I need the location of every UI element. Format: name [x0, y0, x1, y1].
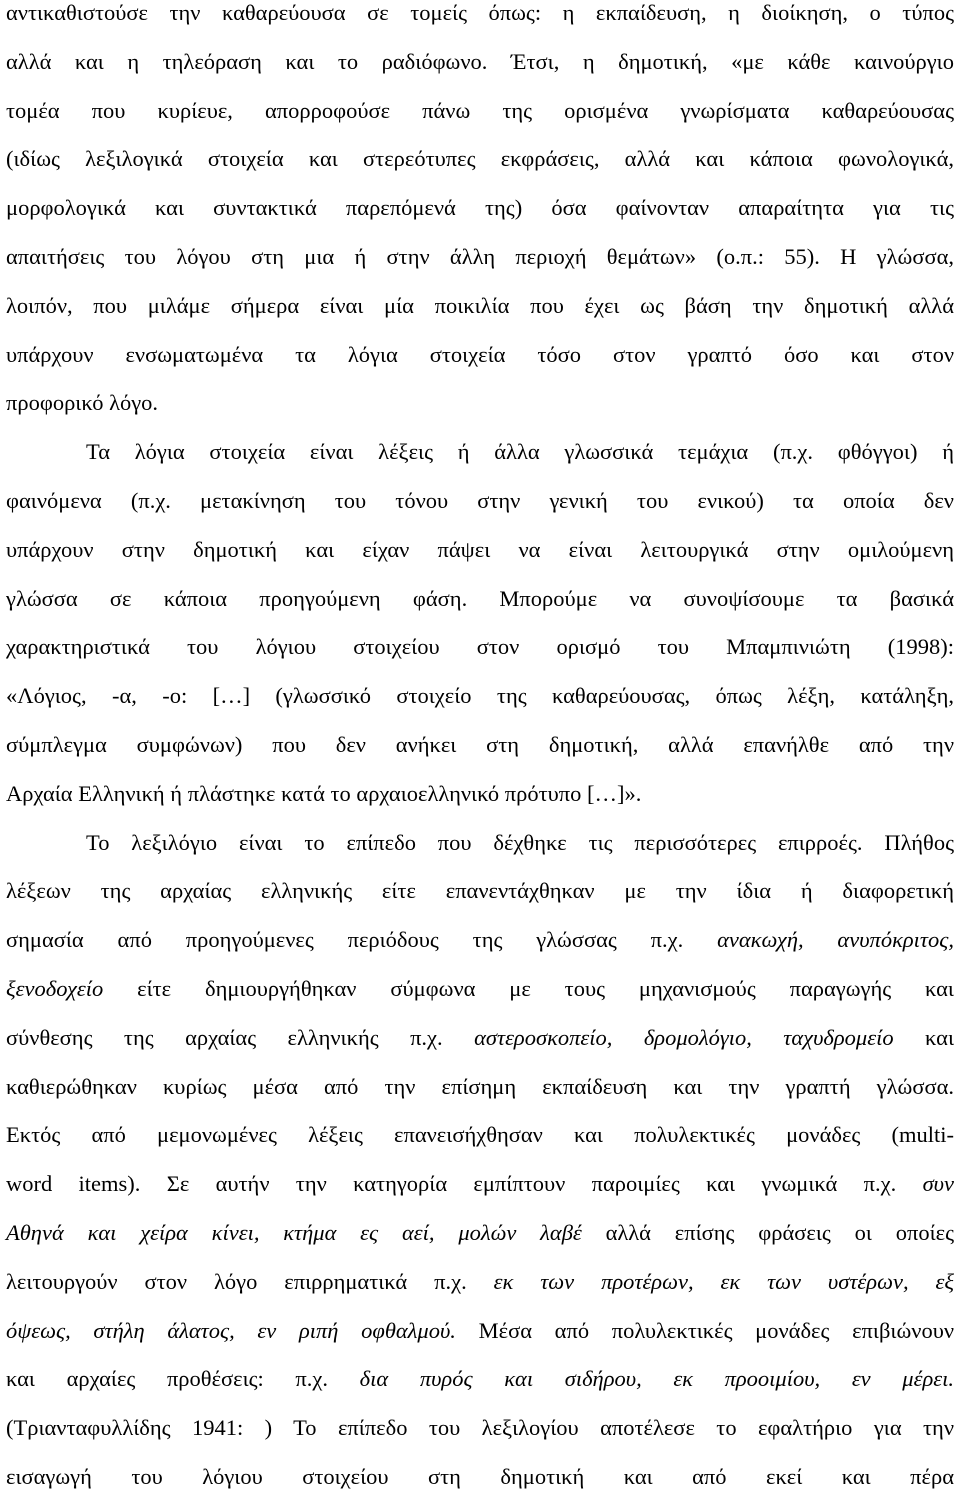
- text-line: σύμπλεγμα συμφώνων) που δεν ανήκει στη δημοτική, αλλά επανήλθε από την: [6, 731, 954, 757]
- text-line: γλώσσα σε κάποια προηγούμενη φάση. Μπορούμε να συνοψίσουμε τα βασικά: [6, 585, 954, 611]
- paragraph-1: [6, 0, 954, 428]
- text-line: λειτουργούν στον λόγο επιρρηματικά π.χ. εκ των προτέρων, εκ των υστέρων, εξ: [6, 1268, 954, 1294]
- text-line: Τα λόγια στοιχεία είναι λέξεις ή άλλα γλωσσικά τεμάχια (π.χ. φθόγγοι) ή: [86, 439, 954, 465]
- text-line: (ιδίως λεξιλογικά στοιχεία και στερεότυπες εκφράσεις, αλλά και κάποια φωνολογικά,: [6, 146, 954, 172]
- italic-example: ανακωχή, ανυπόκριτος,: [717, 927, 954, 953]
- text-line: Το λεξιλόγιο είναι το επίπεδο που δέχθηκε τις περισσότερες επιρροές. Πλήθος: [86, 829, 954, 855]
- paragraph-2: [6, 428, 954, 818]
- paragraph-3: [6, 819, 954, 1502]
- italic-example: Αθηνά και χείρα κίνει, κτήμα ες αεί, μολών λαβέ: [6, 1219, 582, 1245]
- text-line: Αρχαία Ελληνική ή πλάστηκε κατά το αρχαιοελληνικό πρότυπο […]».: [6, 780, 642, 806]
- text-line: εισαγωγή του λόγιου στοιχείου στη δημοτική και από εκεί και πέρα: [6, 1463, 954, 1489]
- text-line: ξενοδοχείο είτε δημιουργήθηκαν σύμφωνα με τους μηχανισμούς παραγωγής και: [6, 975, 954, 1001]
- text-line: λέξεων της αρχαίας ελληνικής είτε επανεντάχθηκαν με την ίδια ή διαφορετική: [6, 878, 954, 904]
- text-line: σημασία από προηγούμενες περιόδους της γλώσσας π.χ. ανακωχή, ανυπόκριτος,: [6, 927, 954, 953]
- italic-example: εκ των προτέρων, εκ των υστέρων, εξ: [493, 1268, 954, 1294]
- text-line: «Λόγιος, -α, -ο: […] (γλωσσικό στοιχείο της καθαρεύουσας, όπως λέξη, κατάληξη,: [6, 683, 954, 709]
- text-line: σύνθεσης της αρχαίας ελληνικής π.χ. αστεροσκοπείο, δρομολόγιο, ταχυδρομείο και: [6, 1024, 954, 1050]
- text-line: και αρχαίες προθέσεις: π.χ. δια πυρός και σιδήρου, εκ προοιμίου, εν μέρει.: [6, 1366, 954, 1392]
- italic-example: όψεως, στήλη άλατος, εν ριπή οφθαλμού.: [6, 1317, 456, 1343]
- text-line: λοιπόν, που μιλάμε σήμερα είναι μία ποικιλία που έχει ως βάση την δημοτική αλλά: [6, 292, 954, 318]
- text-line: απαιτήσεις του λόγου στη μια ή στην άλλη περιοχή θεμάτων» (ο.π.: 55). Η γλώσσα,: [6, 243, 954, 269]
- document-body: [6, 0, 954, 1502]
- text-line: υπάρχουν στην δημοτική και είχαν πάψει να είναι λειτουργικά στην ομιλούμενη: [6, 536, 954, 562]
- text-line: Αθηνά και χείρα κίνει, κτήμα ες αεί, μολών λαβέ αλλά επίσης φράσεις οι οποίες: [6, 1219, 954, 1245]
- text-line: χαρακτηριστικά του λόγιου στοιχείου στον ορισμό του Μπαμπινιώτη (1998):: [6, 634, 954, 660]
- text-line: (Τριανταφυλλίδης 1941: ) Το επίπεδο του λεξιλογίου αποτέλεσε το εφαλτήριο για την: [6, 1415, 954, 1441]
- text-line: προφορικό λόγο.: [6, 390, 159, 416]
- text-line: καθιερώθηκαν κυρίως μέσα από την επίσημη εκπαίδευση και την γραπτή γλώσσα.: [6, 1073, 954, 1099]
- text-line: τομέα που κυρίευε, απορροφούσε πάνω της ορισμένα γνωρίσματα καθαρεύουσας: [6, 97, 954, 123]
- italic-example: ξενοδοχείο: [6, 975, 104, 1001]
- text-line: αλλά και η τηλεόραση και το ραδιόφωνο. Έτσι, η δημοτική, «με κάθε καινούργιο: [6, 48, 954, 74]
- text-line: φαινόμενα (π.χ. μετακίνηση του τόνου στην γενική του ενικού) τα οποία δεν: [6, 487, 954, 513]
- text-line: μορφολογικά και συντακτικά παρεπόμενά της) όσα φαίνονταν απαραίτητα για τις: [6, 195, 954, 221]
- italic-example: αστεροσκοπείο, δρομολόγιο, ταχυδρομείο: [474, 1024, 894, 1050]
- italic-example: δια πυρός και σιδήρου, εκ προοιμίου, εν μέρει.: [359, 1366, 954, 1392]
- text-line: word items). Σε αυτήν την κατηγορία εμπίπτουν παροιμίες και γνωμικά π.χ. συν: [6, 1171, 954, 1197]
- text-line: υπάρχουν ενσωματωμένα τα λόγια στοιχεία τόσο στον γραπτό όσο και στον: [6, 341, 954, 367]
- italic-example: συν: [922, 1171, 954, 1197]
- text-line: Εκτός από μεμονωμένες λέξεις επανεισήχθησαν και πολυλεκτικές μονάδες (multi-: [6, 1122, 954, 1148]
- text-line: όψεως, στήλη άλατος, εν ριπή οφθαλμού. Μέσα από πολυλεκτικές μονάδες επιβιώνουν: [6, 1317, 955, 1343]
- text-line: αντικαθιστούσε την καθαρεύουσα σε τομείς όπως: η εκπαίδευση, η διοίκηση, ο τύπος: [6, 0, 954, 25]
